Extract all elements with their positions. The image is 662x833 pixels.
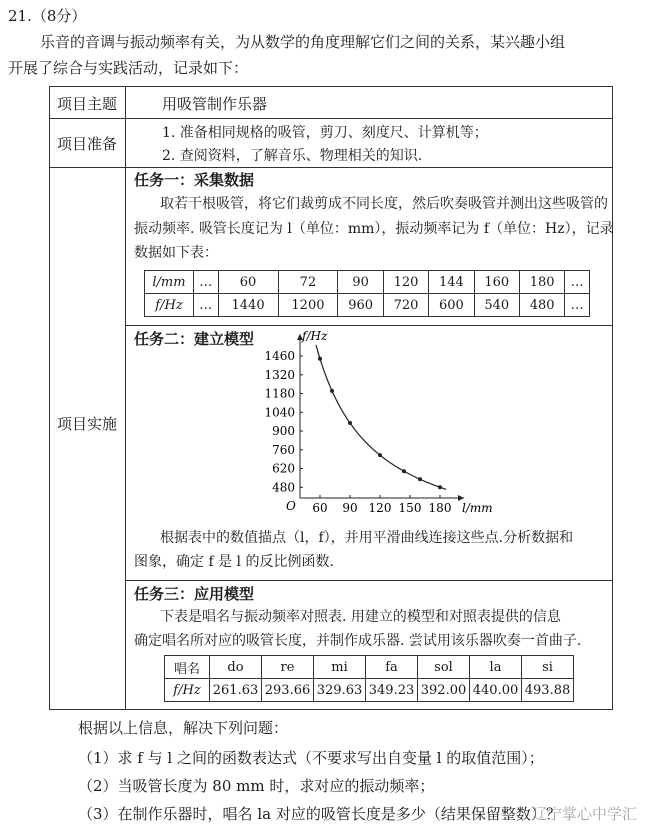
chart-y-tick-label: 900 — [272, 424, 295, 439]
chart-data-point — [348, 421, 352, 425]
table-cell: si — [522, 656, 574, 679]
table-cell: 349.23 — [366, 679, 418, 702]
task-divider-2 — [125, 580, 613, 581]
task2-text-2: 图象，确定 f 是 l 的反比例函数. — [134, 554, 334, 570]
chart-data-point — [318, 357, 322, 361]
table-cell: 440.00 — [470, 679, 522, 702]
chart-y-axis-label: f/Hz — [302, 329, 328, 343]
table-header-freq: f/Hz — [165, 679, 210, 702]
column-divider — [125, 86, 126, 710]
intro-line-2: 开展了综合与实践活动，记录如下： — [8, 59, 249, 77]
note-frequency-table — [164, 655, 574, 702]
table-cell: 480 — [519, 294, 564, 317]
question-2: （2）当吸管长度为 80 mm 时，求对应的振动频率； — [78, 777, 435, 795]
task1-text-3: 数据如下表： — [134, 245, 218, 261]
table-row-l — [145, 271, 590, 294]
table-cell: 72 — [278, 271, 338, 294]
table-cell: 600 — [429, 294, 474, 317]
task3-text-1: 下表是唱名与振动频率对照表. 用建立的模型和对照表提供的信息 — [160, 609, 561, 625]
table-cell: 493.88 — [522, 679, 574, 702]
table-cell: 120 — [383, 271, 428, 294]
intro-line-1: 乐音的音调与振动频率有关，为从数学的角度理解它们之间的关系，某兴趣小组 — [40, 33, 566, 51]
task2-text-1: 根据表中的数值描点（l，f），并用平滑曲线连接这些点.分析数据和 — [160, 530, 574, 546]
table-cell: 720 — [383, 294, 428, 317]
chart-y-tick-label: 1460 — [264, 349, 295, 364]
chart-x-tick-label: 180 — [428, 501, 452, 515]
row-divider-2 — [49, 167, 613, 168]
question-1: （1）求 f 与 l 之间的函数表达式（不要求写出自变量 l 的取值范围）； — [78, 749, 544, 767]
chart-x-tick-label: 90 — [342, 501, 358, 515]
table-cell: mi — [314, 656, 366, 679]
table-cell: … — [194, 271, 219, 294]
table-cell: 293.66 — [262, 679, 314, 702]
table-cell: 90 — [338, 271, 383, 294]
task1-text-1: 取若干根吸管，将它们裁剪成不同长度，然后吹奏吸管并测出这些吸管的 — [160, 196, 608, 212]
chart-x-tick-label: 150 — [398, 501, 422, 515]
chart-data-point — [402, 469, 406, 473]
chart-x-tick-label: 60 — [312, 501, 328, 515]
impl-label: 项目实施 — [57, 415, 118, 433]
chart-y-tick-label: 480 — [272, 480, 295, 495]
task1-text-2: 振动频率. 吸管长度记为 l（单位：mm），振动频率记为 f（单位：Hz），记录 — [134, 221, 614, 237]
chart-origin-label: O — [286, 499, 296, 513]
task-divider-1 — [125, 325, 613, 326]
table-cell: 160 — [474, 271, 519, 294]
row-divider-1 — [49, 118, 613, 119]
table-cell: do — [210, 656, 262, 679]
table-cell: re — [262, 656, 314, 679]
chart-data-point — [438, 485, 442, 489]
table-cell: 1440 — [218, 294, 278, 317]
table-cell: la — [470, 656, 522, 679]
questions-lead: 根据以上信息，解决下列问题： — [78, 719, 289, 737]
table-cell: 144 — [429, 271, 474, 294]
task3-text-2: 确定唱名所对应的吸管长度，并制作成乐器. 尝试用该乐器吹奏一首曲子. — [134, 633, 582, 649]
table-cell: 261.63 — [210, 679, 262, 702]
chart-y-tick-label: 620 — [272, 461, 295, 476]
chart-data-point — [378, 453, 382, 457]
chart-curve — [316, 345, 446, 490]
chart-data-point — [418, 477, 422, 481]
problem-number: 21.（8分） — [8, 7, 87, 25]
table-cell: sol — [418, 656, 470, 679]
table-cell: … — [565, 271, 590, 294]
table-cell: 180 — [519, 271, 564, 294]
task3-title: 任务三：应用模型 — [134, 585, 255, 603]
table-cell: 329.63 — [314, 679, 366, 702]
table-row-note — [165, 656, 574, 679]
theme-value: 用吸管制作乐器 — [162, 95, 268, 113]
table-cell: fa — [366, 656, 418, 679]
task2-title: 任务二：建立模型 — [134, 330, 255, 348]
theme-label: 项目主题 — [57, 95, 118, 113]
chart-x-tick-label: 120 — [368, 501, 392, 515]
table-cell: 960 — [338, 294, 383, 317]
data-table-lf — [144, 270, 590, 317]
table-cell: 1200 — [278, 294, 338, 317]
table-header-l: l/mm — [145, 271, 194, 294]
table-header-note: 唱名 — [165, 656, 210, 679]
task1-title: 任务一：采集数据 — [134, 171, 255, 189]
table-cell: 392.00 — [418, 679, 470, 702]
table-row-f — [145, 294, 590, 317]
watermark-text: 辽宁掌心中学汇 — [532, 805, 638, 823]
chart-y-tick-label: 1180 — [264, 386, 295, 401]
table-cell: … — [194, 294, 219, 317]
inverse-proportion-chart — [250, 329, 493, 523]
prep-item-2: 2. 查阅资料，了解音乐、物理相关的知识. — [162, 148, 423, 164]
chart-y-tick-label: 1320 — [264, 367, 295, 382]
chart-y-tick-label: 760 — [272, 442, 295, 457]
table-cell: … — [565, 294, 590, 317]
prep-item-1: 1. 准备相同规格的吸管，剪刀、刻度尺、计算机等； — [162, 125, 488, 141]
table-row-freq — [165, 679, 574, 702]
question-3: （3）在制作乐器时，唱名 la 对应的吸管长度是多少（结果保留整数）？ — [78, 805, 561, 823]
table-cell: 540 — [474, 294, 519, 317]
chart-x-axis-label: l/mm — [462, 501, 493, 515]
table-cell: 60 — [218, 271, 278, 294]
chart-y-tick-label: 1040 — [264, 405, 295, 420]
table-header-f: f/Hz — [145, 294, 194, 317]
prep-label: 项目准备 — [57, 135, 118, 153]
chart-data-point — [330, 389, 334, 393]
